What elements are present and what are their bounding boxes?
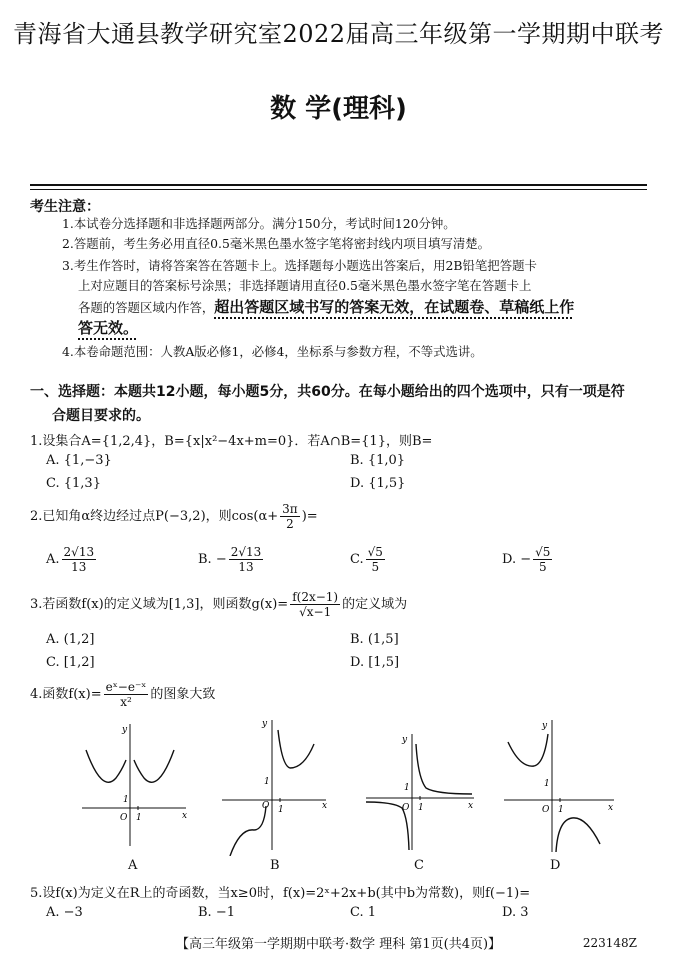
option-fraction xyxy=(62,545,97,574)
axis-x-label: x xyxy=(468,801,474,811)
tick-label: 1 xyxy=(278,805,284,815)
graph-c-label: C xyxy=(414,858,424,873)
notice-item-3-line3-text: 各题的答题区域内作答， xyxy=(78,300,215,315)
subject-title: 数 学(理科) xyxy=(270,94,407,124)
fraction-numerator: f(2x−1) xyxy=(292,590,339,604)
fraction-denominator: 5 xyxy=(538,560,547,574)
question-1-option-c: C. {1,3} xyxy=(46,476,101,491)
question-3-stem-post: 的定义域为 xyxy=(342,597,408,612)
graph-a-label: A xyxy=(128,858,138,873)
curve-left xyxy=(86,750,126,782)
notice-item-2: 2.答题前，考生务必用直径0.5毫米黑色墨水签字笔将密封线内项目填写清楚。 xyxy=(62,236,491,251)
question-2-stem-open: (α+ xyxy=(253,509,279,524)
notice-item-1: 1.本试卷分选择题和非选择题两部分。满分150分，考试时间120分钟。 xyxy=(62,216,456,231)
fraction-denominator: 5 xyxy=(371,560,380,574)
fraction-numerator: eˣ−e⁻ˣ xyxy=(105,680,147,694)
curve-left xyxy=(230,806,266,856)
question-4-stem xyxy=(30,680,215,709)
origin-label: O xyxy=(262,801,270,811)
graph-b xyxy=(218,716,330,856)
fraction-denominator: x² xyxy=(120,695,132,709)
origin-label: O xyxy=(542,805,550,815)
tick-label: 1 xyxy=(558,805,564,815)
question-3-option-b: B. (1,5] xyxy=(350,632,399,647)
curve-left xyxy=(508,734,548,766)
axis-x-label: x xyxy=(182,811,188,821)
section-heading-line1: 一、选择题：本题共12小题，每小题5分，共60分。在每小题给出的四个选项中，只有一项是符 xyxy=(30,384,625,400)
question-1-option-b: B. {1,0} xyxy=(350,453,406,468)
fraction-numerator: 2√13 xyxy=(230,545,262,559)
option-fraction xyxy=(366,545,385,574)
notice-item-4: 4.本卷命题范围：人教A版必修1，必修4，坐标系与参数方程，不等式选讲。 xyxy=(62,344,483,359)
question-4-stem-text: 4.函数f(x)= xyxy=(30,687,102,702)
fraction-numerator: 2√13 xyxy=(63,545,95,559)
question-1-stem: 1.设集合A={1,2,4}，B={x|x²−4x+m=0}．若A∩B={1}，则B= xyxy=(30,434,433,449)
notice-item-3-line3 xyxy=(78,297,574,318)
question-5-option-a: A. −3 xyxy=(46,905,83,920)
question-3-fraction xyxy=(290,590,340,619)
axis-y-label: y xyxy=(542,721,548,731)
question-1-option-a: A. {1,−3} xyxy=(46,453,112,468)
graph-a xyxy=(78,720,190,852)
notice-item-3-line1: 3.考生作答时，请将答案答在答题卡上。选择题每小题选出答案后，用2B铅笔把答题卡 xyxy=(62,258,537,273)
notice-emphasis-a: 超出答题区域书写的答案无效，在试题卷、草稿纸上作 xyxy=(214,298,575,316)
axis-y-label: y xyxy=(122,725,128,735)
option-fraction xyxy=(229,545,264,574)
question-2-option-b xyxy=(198,545,265,574)
exam-title: 青海省大通县教学研究室2022届高三年级第一学期期中联考 xyxy=(12,20,665,48)
question-3-option-c: C. [1,2] xyxy=(46,655,95,670)
question-4-stem-post: 的图象大致 xyxy=(150,687,216,702)
fraction-numerator: √5 xyxy=(535,545,551,559)
notice-item-3-line2: 上对应题目的答案标号涂黑；非选择题请用直径0.5毫米黑色墨水签字笔在答题卡上 xyxy=(78,278,532,293)
fraction-numerator: 3π xyxy=(282,502,298,516)
section-heading-line2: 合题目要求的。 xyxy=(52,408,150,424)
fraction-denominator: 13 xyxy=(238,560,254,574)
top-rule xyxy=(30,184,647,186)
question-2-option-c xyxy=(350,545,387,574)
origin-label: O xyxy=(402,803,410,813)
origin-label: O xyxy=(120,813,128,823)
axis-y-label: y xyxy=(402,735,408,745)
option-fraction xyxy=(533,545,552,574)
question-3-stem xyxy=(30,590,407,619)
paper-code: 223148Z xyxy=(582,936,637,950)
question-2-stem xyxy=(30,502,318,531)
tick-label: 1 xyxy=(264,777,270,787)
graph-b-label: B xyxy=(270,858,280,873)
question-1-option-d: D. {1,5} xyxy=(350,476,406,491)
question-5-option-d: D. 3 xyxy=(502,905,529,920)
graph-c xyxy=(364,730,478,854)
tick-label: 1 xyxy=(418,803,424,813)
page-footer: 【高三年级第一学期期中联考·数学 理科 第1页(共4页)】 xyxy=(175,937,502,952)
option-letter: D. − xyxy=(502,552,532,567)
fraction-denominator: √x−1 xyxy=(299,605,332,619)
curve-right xyxy=(416,744,472,794)
question-3-option-a: A. (1,2] xyxy=(46,632,95,647)
notice-emphasis-b: 答无效。 xyxy=(78,319,139,337)
question-2-fraction xyxy=(280,502,300,531)
question-3-option-d: D. [1,5] xyxy=(350,655,400,670)
axis-x-label: x xyxy=(608,803,614,813)
option-letter: B. − xyxy=(198,552,227,567)
tick-label: 1 xyxy=(404,783,410,793)
tick-label: 1 xyxy=(123,795,129,805)
curve-right xyxy=(278,730,314,768)
graph-d-label: D xyxy=(550,858,561,873)
question-2-option-d xyxy=(502,545,554,574)
tick-label: 1 xyxy=(544,779,550,789)
question-5-stem: 5.设f(x)为定义在R上的奇函数，当x≥0时，f(x)=2ˣ+2x+b(其中b为常数)，则f(−1)= xyxy=(30,886,531,901)
fraction-numerator: √5 xyxy=(367,545,383,559)
question-5-option-b: B. −1 xyxy=(198,905,235,920)
option-letter: A. xyxy=(46,552,60,567)
notice-item-3-line4 xyxy=(78,318,138,339)
axis-x-label: x xyxy=(322,801,328,811)
fraction-denominator: 13 xyxy=(71,560,87,574)
axis-y-label: y xyxy=(262,719,268,729)
question-3-stem-text: 3.若函数f(x)的定义域为[1,3]，则函数g(x)= xyxy=(30,597,289,612)
question-2-stem-text: 2.已知角α终边经过点P(−3,2)，则cos xyxy=(30,509,254,524)
question-5-option-c: C. 1 xyxy=(350,905,377,920)
option-letter: C. xyxy=(350,552,364,567)
graph-d xyxy=(500,716,618,856)
question-2-stem-close: )= xyxy=(301,509,318,524)
curve-right xyxy=(134,750,174,782)
question-4-fraction xyxy=(104,680,149,709)
fraction-denominator: 2 xyxy=(286,517,294,531)
curve-right xyxy=(556,818,600,852)
top-rule-thin xyxy=(30,189,647,190)
notice-heading: 考生注意： xyxy=(30,199,100,215)
tick-label: 1 xyxy=(136,813,142,823)
question-2-option-a xyxy=(46,545,98,574)
